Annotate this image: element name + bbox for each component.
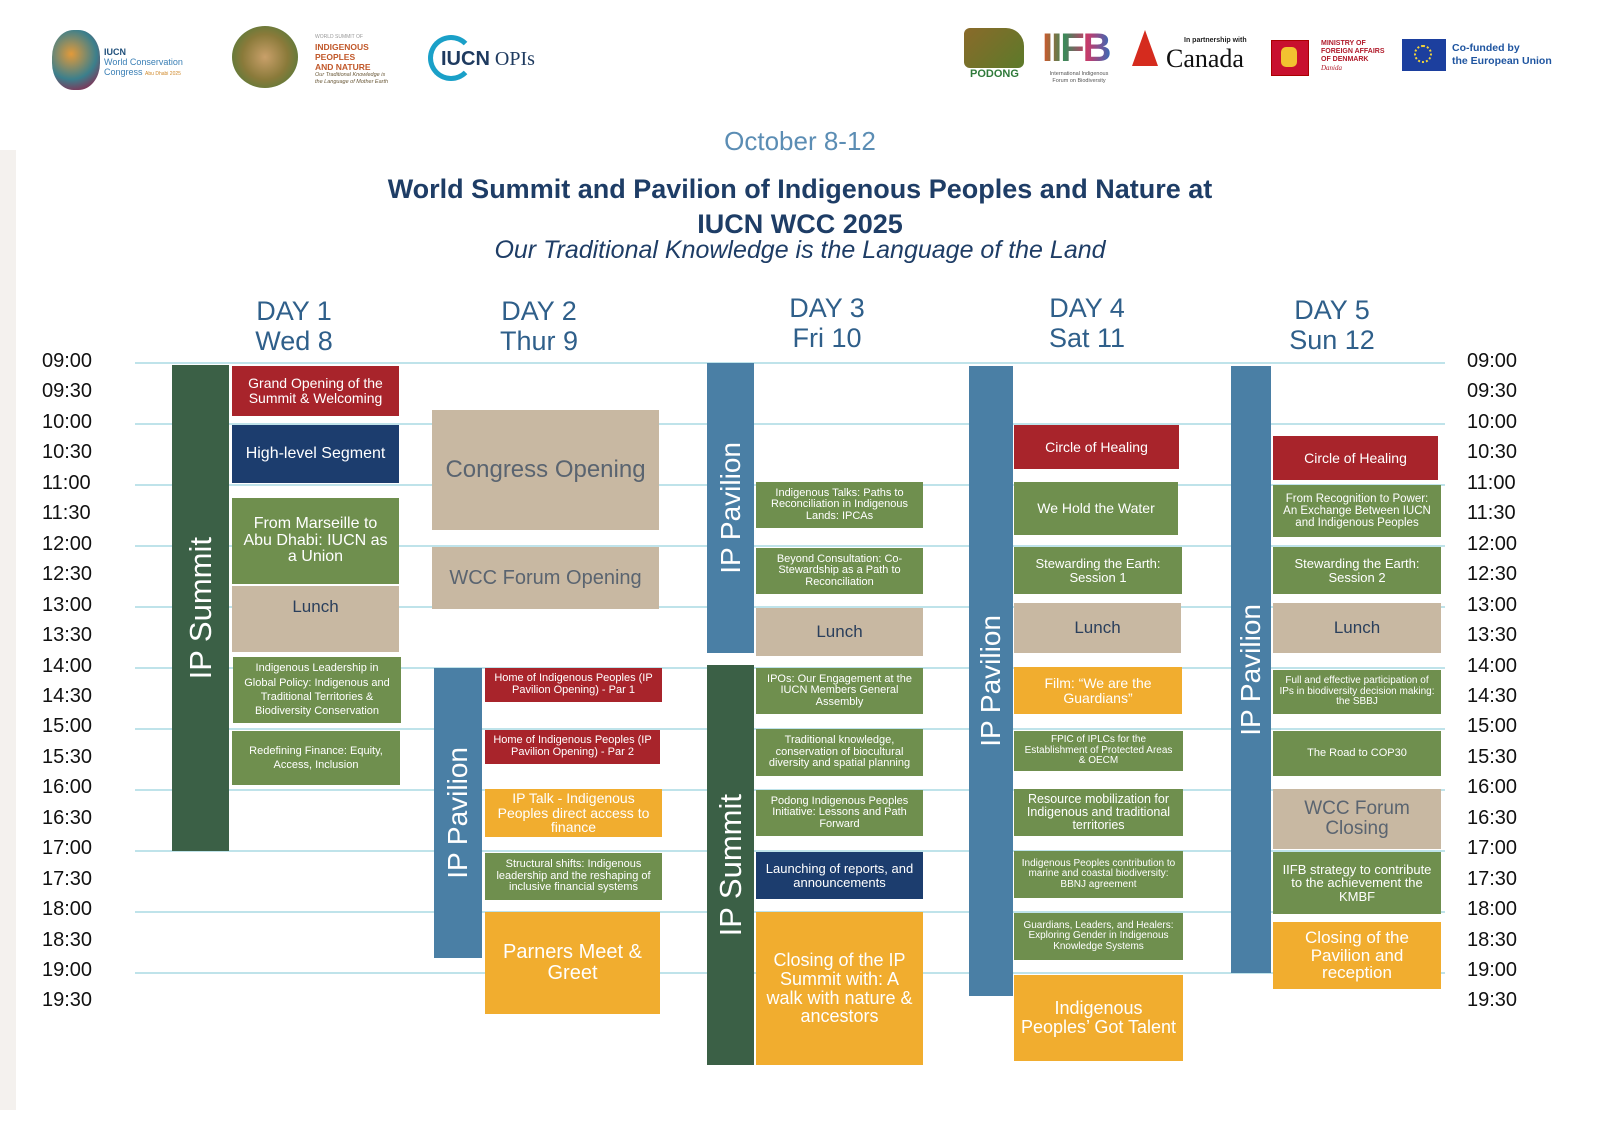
time-label-left: 17:30 — [42, 867, 93, 890]
event-d3-ipos-engagement[interactable]: IPOs: Our Engagement at the IUCN Members General Assembly — [756, 668, 923, 714]
podong-emblem — [964, 28, 1024, 68]
summit-emblem — [232, 26, 298, 88]
event-d3-beyond-consultation[interactable]: Beyond Consultation: Co-Stewardship as a Path to Reconciliation — [756, 548, 923, 594]
event-d5-closing-pavilion[interactable]: Closing of the Pavilion and reception — [1273, 922, 1441, 989]
time-label-right: 15:30 — [1467, 745, 1518, 768]
time-label-left: 16:00 — [42, 776, 93, 799]
iucn-opis-wordmark: IUCN OPIs — [441, 48, 535, 70]
denmark-crown-icon — [1281, 47, 1297, 67]
time-label-right: 16:00 — [1467, 776, 1518, 799]
day1-ip-summit-track: IP Summit — [172, 365, 229, 851]
time-label-right: 15:00 — [1467, 715, 1518, 738]
time-label-right: 11:30 — [1467, 502, 1516, 525]
event-d5-wcc-forum-closing[interactable]: WCC Forum Closing — [1273, 789, 1441, 849]
event-d2-home-par1[interactable]: Home of Indigenous Peoples (IP Pavilion Opening) - Par 1 — [485, 668, 662, 702]
time-label-left: 15:00 — [42, 715, 93, 738]
time-label-left: 19:30 — [42, 989, 93, 1012]
day-5-header: DAY 5 Sun 12 — [1289, 295, 1375, 355]
canada-wordmark: Canada — [1166, 44, 1244, 73]
event-d1-marseille[interactable]: From Marseille to Abu Dhabi: IUCN as a Union — [232, 498, 399, 584]
time-label-right: 10:00 — [1467, 410, 1518, 433]
event-d5-road-to-cop30[interactable]: The Road to COP30 — [1273, 731, 1441, 776]
day4-ip-pavilion-track: IP Pavilion — [969, 366, 1013, 996]
time-label-left: 15:30 — [42, 745, 93, 768]
time-label-left: 16:30 — [42, 806, 93, 829]
maple-leaf-icon — [1132, 30, 1158, 66]
event-d4-stewarding-s1[interactable]: Stewarding the Earth: Session 1 — [1014, 547, 1182, 594]
iifb-mark: IIFB — [1042, 26, 1110, 70]
left-edge-shade — [0, 150, 16, 1110]
event-d2-wcc-forum-opening[interactable]: WCC Forum Opening — [432, 547, 659, 609]
time-label-right: 12:00 — [1467, 532, 1518, 555]
page-subtitle: Our Traditional Knowledge is the Language of the Land — [494, 236, 1106, 264]
day3-ip-summit-track: IP Summit — [707, 665, 754, 1065]
event-d4-bbnj[interactable]: Indigenous Peoples contribution to marine and coastal biodiversity: BBNJ agreement — [1014, 851, 1183, 898]
time-label-left: 10:00 — [42, 410, 93, 433]
event-d3-traditional-knowledge[interactable]: Traditional knowledge, conservation of biocultural diversity and spatial planning — [756, 729, 923, 776]
time-label-right: 11:00 — [1467, 471, 1516, 494]
event-d5-lunch[interactable]: Lunch — [1273, 603, 1441, 653]
event-d5-iifb-strategy[interactable]: IIFB strategy to contribute to the achievement the KMBF — [1273, 852, 1441, 914]
event-d2-partners-meet[interactable]: Parners Meet & Greet — [485, 912, 660, 1014]
podong-wordmark: PODONG — [970, 68, 1019, 80]
day3-ip-pavilion-track: IP Pavilion — [707, 363, 754, 653]
time-label-left: 14:30 — [42, 684, 93, 707]
event-d4-resource-mobilization[interactable]: Resource mobilization for Indigenous and traditional territories — [1014, 789, 1183, 836]
time-label-right: 09:00 — [1467, 350, 1518, 372]
event-d3-launching-reports[interactable]: Launching of reports, and announcements — [756, 852, 923, 899]
time-label-right: 14:30 — [1467, 684, 1518, 707]
eu-stars-icon — [1414, 45, 1432, 63]
event-d5-sbbj-participation[interactable]: Full and effective participation of IPs in biodiversity decision making: the SBBJ — [1273, 670, 1441, 714]
time-label-right: 13:30 — [1467, 624, 1518, 647]
time-label-left: 09:00 — [42, 350, 93, 372]
iucn-congress-wordmark: IUCN World Conservation Congress Abu Dhabi 2025 — [104, 47, 183, 77]
event-d2-home-par2[interactable]: Home of Indigenous Peoples (IP Pavilion Opening) - Par 2 — [485, 730, 660, 764]
event-d4-lunch[interactable]: Lunch — [1014, 603, 1181, 653]
canada-tagline: In partnership with — [1184, 37, 1247, 44]
day-1-header: DAY 1 Wed 8 — [255, 296, 333, 356]
event-d2-ip-talk[interactable]: IP Talk - Indigenous Peoples direct access to finance — [485, 789, 662, 837]
time-label-left: 13:00 — [42, 593, 93, 616]
time-label-left: 12:30 — [42, 563, 93, 586]
event-d5-recognition-to-power[interactable]: From Recognition to Power: An Exchange Between IUCN and Indigenous Peoples — [1273, 485, 1441, 537]
time-label-left: 09:30 — [42, 380, 93, 403]
time-label-left: 17:00 — [42, 837, 93, 860]
event-d4-film[interactable]: Film: “We are the Guardians” — [1014, 667, 1182, 714]
time-label-left: 18:00 — [42, 898, 93, 921]
day-2-header: DAY 2 Thur 9 — [499, 296, 579, 356]
time-label-right: 19:30 — [1467, 989, 1518, 1012]
event-d2-congress-opening[interactable]: Congress Opening — [432, 410, 659, 530]
event-d3-lunch[interactable]: Lunch — [756, 608, 923, 656]
time-label-right: 09:30 — [1467, 380, 1518, 403]
time-label-left: 13:30 — [42, 624, 93, 647]
event-d1-redefining-finance[interactable]: Redefining Finance: Equity, Access, Inclusion — [232, 731, 400, 785]
event-d4-guardians-leaders[interactable]: Guardians, Leaders, and Healers: Exploring Gender in Indigenous Knowledge Systems — [1014, 913, 1183, 960]
time-label-right: 18:30 — [1467, 928, 1518, 951]
time-label-left: 10:30 — [42, 441, 93, 464]
time-label-left: 12:00 — [42, 532, 93, 555]
time-label-right: 19:00 — [1467, 959, 1518, 981]
denmark-ministry-wordmark: MINISTRY OF FOREIGN AFFAIRS OF DENMARK Danida — [1321, 40, 1385, 72]
event-d4-fpic[interactable]: FPIC of IPLCs for the Establishment of Protected Areas & OECM — [1014, 731, 1183, 771]
event-d1-high-level[interactable]: High-level Segment — [232, 425, 399, 483]
time-label-right: 17:30 — [1467, 867, 1518, 890]
time-label-left: 14:00 — [42, 654, 93, 677]
event-d1-grand-opening[interactable]: Grand Opening of the Summit & Welcoming — [232, 366, 399, 416]
time-label-right: 18:00 — [1467, 898, 1518, 921]
iucn-congress-emblem — [52, 30, 100, 90]
time-label-right: 12:30 — [1467, 563, 1518, 586]
event-d4-we-hold-the-water[interactable]: We Hold the Water — [1014, 482, 1178, 535]
day-3-header: DAY 3 Fri 10 — [789, 293, 865, 353]
event-d5-circle-of-healing[interactable]: Circle of Healing — [1273, 436, 1438, 480]
event-d3-indigenous-talks[interactable]: Indigenous Talks: Paths to Reconciliation in Indigenous Lands: IPCAs — [756, 482, 923, 528]
event-d3-closing-summit[interactable]: Closing of the IP Summit with: A walk with nature & ancestors — [756, 912, 923, 1065]
event-d3-podong-initiative[interactable]: Podong Indigenous Peoples Initiative: Lessons and Path Forward — [756, 790, 923, 836]
day2-ip-pavilion-track: IP Pavilion — [434, 668, 482, 958]
time-label-right: 10:30 — [1467, 441, 1518, 464]
time-label-right: 13:00 — [1467, 593, 1518, 616]
page-title: World Summit and Pavilion of Indigenous Peoples and Nature at IUCN WCC 2025 — [387, 174, 1213, 239]
event-dates: October 8-12 — [724, 126, 876, 156]
event-d2-structural-shifts[interactable]: Structural shifts: Indigenous leadership and the reshaping of inclusive financial systems — [485, 853, 662, 900]
time-label-left: 11:00 — [42, 471, 91, 494]
time-label-left: 19:00 — [42, 959, 93, 981]
event-d1-indigenous-leadership[interactable]: Indigenous Leadership in Global Policy: Indigenous and Traditional Territories & Biodiversity Conservation — [233, 657, 401, 723]
iifb-caption: International Indigenous Forum on Biodiversity — [1049, 71, 1109, 84]
time-label-right: 16:30 — [1467, 806, 1518, 829]
summit-wordmark: WORLD SUMMIT OF INDIGENOUS PEOPLES AND NATURE Our Traditional Knowledge is the Language of Mother Earth — [315, 34, 389, 85]
gridline-0900 — [135, 362, 1445, 364]
eu-cofunded-text: Co-funded by the European Union — [1452, 42, 1552, 67]
time-label-left: 18:30 — [42, 928, 93, 951]
time-label-left: 11:30 — [42, 502, 91, 525]
time-label-right: 17:00 — [1467, 837, 1518, 860]
day5-ip-pavilion-track: IP Pavilion — [1231, 366, 1271, 973]
event-d4-got-talent[interactable]: Indigenous Peoples’ Got Talent — [1014, 975, 1183, 1061]
day-4-header: DAY 4 Sat 11 — [1048, 293, 1126, 353]
event-d4-circle-of-healing[interactable]: Circle of Healing — [1014, 425, 1179, 469]
time-label-right: 14:00 — [1467, 654, 1518, 677]
event-d5-stewarding-s2[interactable]: Stewarding the Earth: Session 2 — [1273, 547, 1441, 594]
event-d1-lunch[interactable]: Lunch — [232, 586, 399, 652]
